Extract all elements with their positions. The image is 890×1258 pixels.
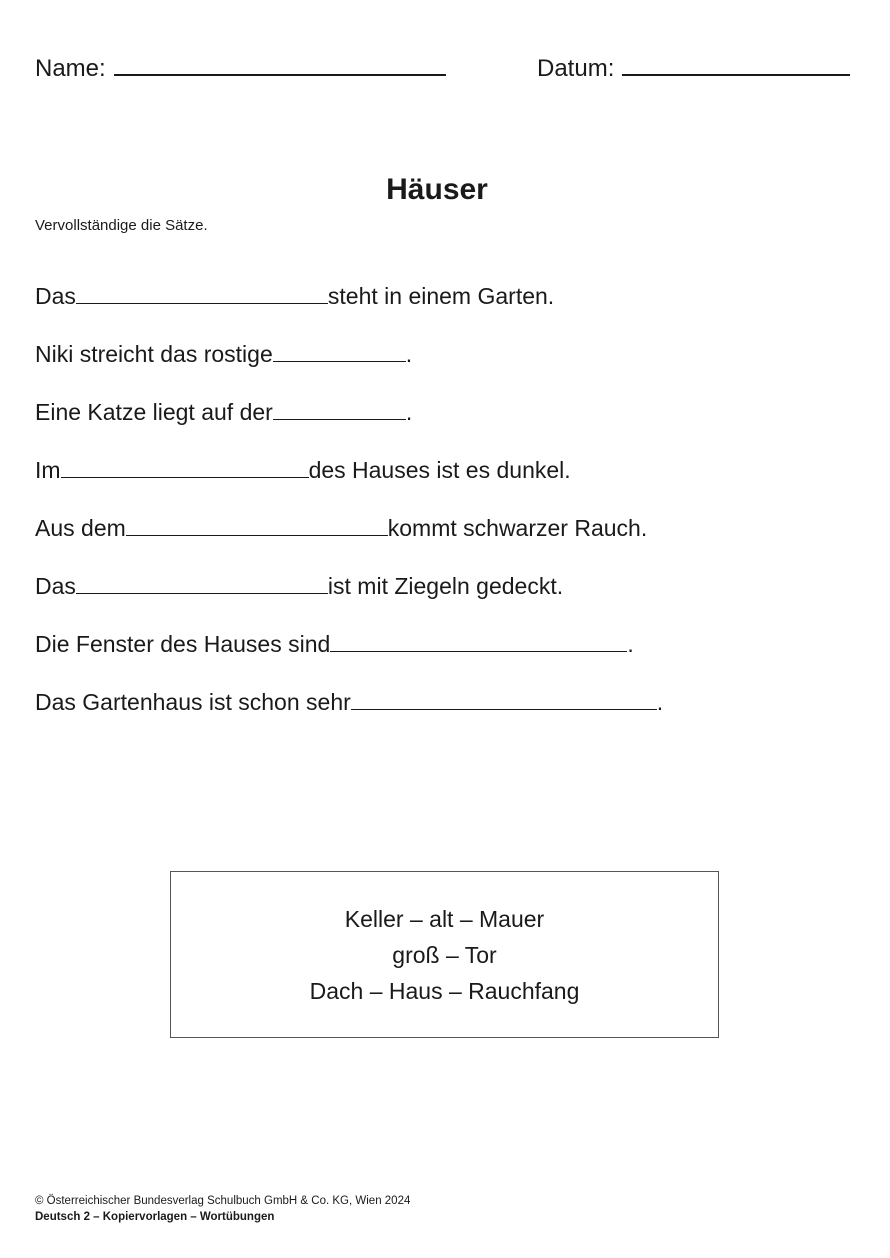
instruction-text: Vervollständige die Sätze. bbox=[35, 217, 208, 234]
sentence-7 bbox=[35, 627, 634, 659]
sentence-text-after: des Hauses ist es dunkel. bbox=[308, 457, 571, 483]
sentence-text-after: . bbox=[656, 689, 664, 715]
sentence-text-after: ist mit Ziegeln gedeckt. bbox=[327, 573, 564, 599]
sentence-3 bbox=[35, 395, 412, 427]
date-label: Datum: bbox=[537, 55, 615, 82]
name-label: Name: bbox=[35, 55, 106, 82]
word-bank-line: Dach – Haus – Rauchfang bbox=[309, 978, 580, 1004]
answer-blank[interactable] bbox=[273, 395, 406, 420]
word-bank-box bbox=[170, 871, 719, 1038]
sentence-text-after: kommt schwarzer Rauch. bbox=[387, 515, 648, 541]
sentence-1 bbox=[35, 279, 554, 311]
word-bank-line: Keller – alt – Mauer bbox=[344, 906, 545, 932]
sentence-text-before: Das bbox=[35, 283, 76, 309]
answer-blank[interactable] bbox=[126, 511, 388, 536]
word-bank-line: groß – Tor bbox=[392, 942, 497, 968]
sentence-text-before: Aus dem bbox=[35, 515, 126, 541]
answer-blank[interactable] bbox=[273, 337, 406, 362]
answer-blank[interactable] bbox=[76, 569, 328, 594]
answer-blank[interactable] bbox=[76, 279, 328, 304]
sentence-8 bbox=[35, 685, 663, 717]
sentence-4 bbox=[35, 453, 571, 485]
page-title: Häuser bbox=[386, 173, 488, 206]
sentence-text-after: . bbox=[405, 341, 413, 367]
sentence-text-before: Eine Katze liegt auf der bbox=[35, 399, 273, 425]
answer-blank[interactable] bbox=[330, 627, 627, 652]
footer-series: Deutsch 2 – Kopiervorlagen – Wortübungen bbox=[35, 1211, 275, 1223]
sentence-text-before: Niki streicht das rostige bbox=[35, 341, 273, 367]
name-field bbox=[35, 50, 446, 84]
footer bbox=[35, 1193, 410, 1225]
answer-blank[interactable] bbox=[61, 453, 309, 478]
date-field bbox=[537, 50, 850, 84]
sentence-text-before: Im bbox=[35, 457, 61, 483]
sentence-text-before: Das Gartenhaus ist schon sehr bbox=[35, 689, 351, 715]
answer-blank[interactable] bbox=[351, 685, 657, 710]
name-input-line[interactable] bbox=[114, 50, 446, 76]
sentence-6 bbox=[35, 569, 563, 601]
sentence-text-before: Das bbox=[35, 573, 76, 599]
sentence-2 bbox=[35, 337, 412, 369]
sentence-text-after: steht in einem Garten. bbox=[327, 283, 555, 309]
date-input-line[interactable] bbox=[622, 50, 850, 76]
footer-copyright: © Österreichischer Bundesverlag Schulbuch GmbH & Co. KG, Wien 2024 bbox=[35, 1195, 411, 1207]
sentence-text-before: Die Fenster des Hauses sind bbox=[35, 631, 331, 657]
sentence-text-after: . bbox=[627, 631, 634, 657]
sentence-text-after: . bbox=[405, 399, 413, 425]
sentence-5 bbox=[35, 511, 647, 543]
